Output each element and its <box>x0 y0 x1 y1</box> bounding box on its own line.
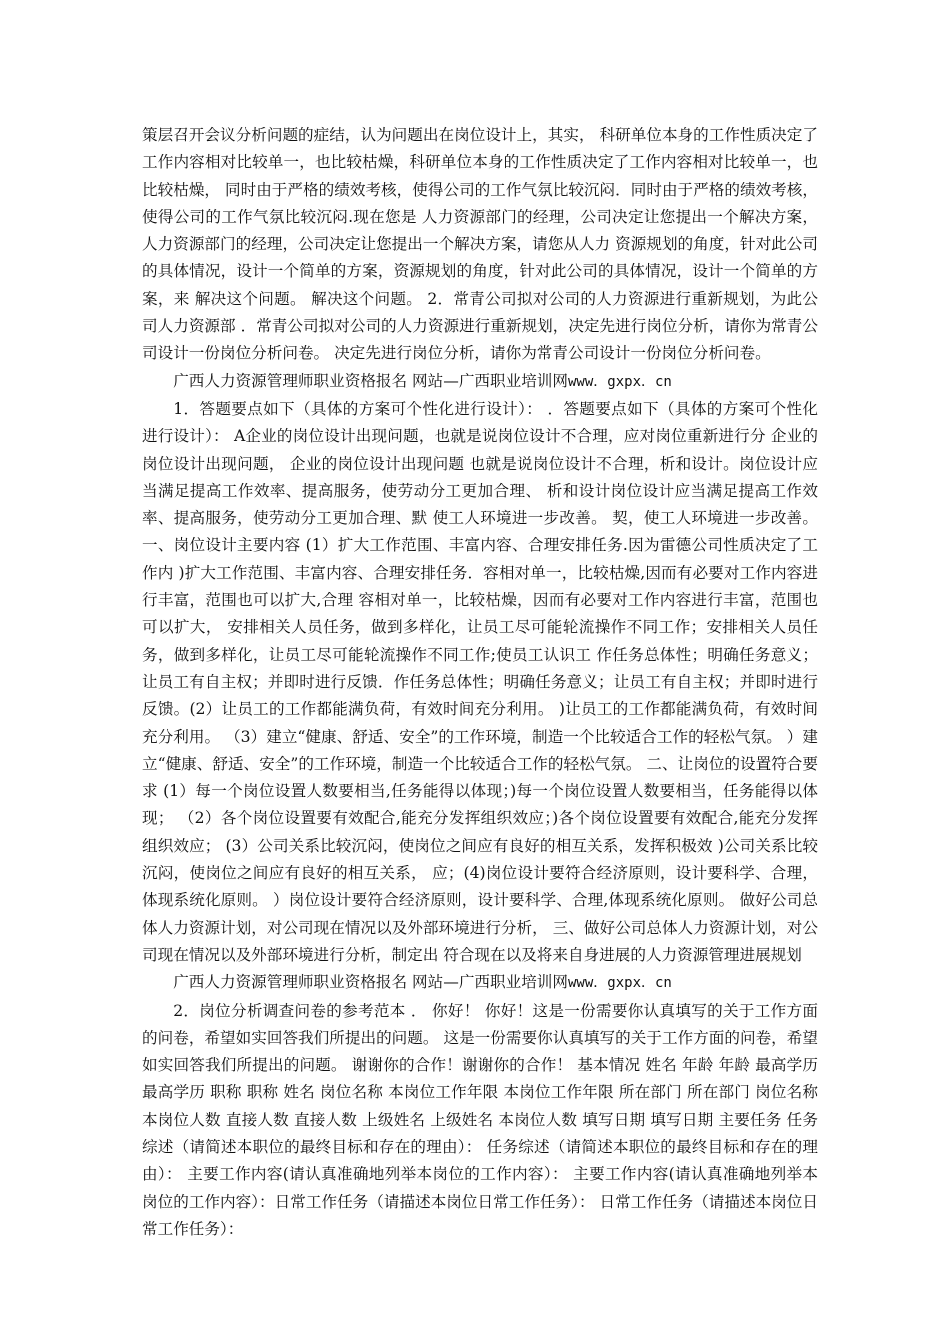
source-text: 广西人力资源管理师职业资格报名 网站—广西职业培训网 <box>173 371 568 390</box>
paragraph-answer-1: 1．答题要点如下（具体的方案可个性化进行设计）： ．答题要点如下（具体的方案可个性化进行设计）： A企业的岗位设计出现问题，也就是说岗位设计不合理，应对岗位重新进行分 企业的岗位设计出现问题， 企业的岗位设计出现问题 也就是说岗位设计不合理，析和设计。岗位设计应当满足提高工作效率、提高服务，使劳动分工更加合理、 析和设计岗位设计应当满足提高工作效率、提高服务，使劳动分工更加合理、默 使工人环境进一步改善。 契，使工人环境进一步改善。 一、岗位设计主要内容 (1）扩大工作范围、丰富内容、合理安排任务.因为雷德公司性质决定了工作内 )扩大工作范围、丰富内容、合理安排任务．容相对单一，比较枯燥,因而有必要对工作内容进行丰富，范围也可以扩大,合理 容相对单一，比较枯燥，因而有必要对工作内容进行丰富，范围也可以扩大， 安排相关人员任务，做到多样化，让员工尽可能轮流操作不同工作；安排相关人员任务，做到多样化，让员工尽可能轮流操作不同工作;使员工认识工 作任务总体性；明确任务意义；让员工有自主权；并即时进行反馈．作任务总体性；明确任务意义；让员工有自主权；并即时进行反馈。(2）让员工的工作都能满负荷，有效时间充分利用。 )让员工的工作都能满负荷，有效时间充分利用。 （3）建立“健康、舒适、安全”的工作环境，制造一个比较适合工作的轻松气氛。 ）建立“健康、舒适、安全”的工作环境，制造一个比较适合工作的轻松气氛。 二、让岗位的设置符合要求 (1）每一个岗位设置人数要相当,任务能得以体现；)每一个岗位设置人数要相当，任务能得以体现； （2）各个岗位设置要有效配合,能充分发挥组织效应；)各个岗位设置要有效配合,能充分发挥组织效应； (3）公司关系比较沉闷，使岗位之间应有良好的相互关系，发挥积极效 )公司关系比较沉闷，使岗位之间应有良好的相互关系， 应；(4)岗位设计要符合经济原则，设计要科学、合理，体现系统化原则。 ）岗位设计要符合经济原则，设计要科学、合理,体现系统化原则。 做好公司总体人力资源计划，对公司现在情况以及外部环境进行分析， 三、做好公司总体人力资源计划，对公司现在情况以及外部环境进行分析，制定出 符合现在以及将来自身进展的人力资源管理进展规划 <box>142 399 818 964</box>
source-text: 广西人力资源管理师职业资格报名 网站—广西职业培训网 <box>173 973 568 992</box>
source-line-2 <box>142 969 818 997</box>
source-url: www．gxpx．cn <box>568 373 672 390</box>
paragraph-case-continuation: 策层召开会议分析问题的症结，认为问题出在岗位设计上，其实， 科研单位本身的工作性质决定了工作内容相对比较单一，也比较枯燥，科研单位本身的工作性质决定了工作内容相对比较单一，也比较枯燥， 同时由于严格的绩效考核，使得公司的工作气氛比较沉闷．同时由于严格的绩效考核，使得公司的工作气氛比较沉闷.现在您是 人力资源部门的经理，公司决定让您提出一个解决方案，人力资源部门的经理，公司决定让您提出一个解决方案，请您从人力 资源规划的角度，针对此公司的具体情况，设计一个简单的方案，资源规划的角度，针对此公司的具体情况，设计一个简单的方案，来 解决这个问题。 解决这个问题。 2．常青公司拟对公司的人力资源进行重新规划，为此公司人力资源部 ．常青公司拟对公司的人力资源进行重新规划，决定先进行岗位分析，请你为常青公司设计一份岗位分析问卷。 决定先进行岗位分析，请你为常青公司设计一份岗位分析问卷。 <box>142 126 818 363</box>
paragraph-answer-2: 2．岗位分析调查问卷的参考范本 ． 你好！ 你好！这是一份需要你认真填写的关于工作方面的问卷，希望如实回答我们所提出的问题。 这是一份需要你认真填写的关于工作方面的问卷，希望如实回答我们所提出的问题。 谢谢你的合作！谢谢你的合作！ 基本情况 姓名 年龄 年龄 最高学历 最高学历 职称 职称 姓名 岗位名称 本岗位工作年限 本岗位工作年限 所在部门 所在部门 岗位名称 本岗位人数 直接人数 直接人数 上级姓名 上级姓名 本岗位人数 填写日期 填写日期 主要任务 任务综述（请简述本职位的最终目标和存在的理由）： 任务综述（请简述本职位的最终目标和存在的理由）： 主要工作内容(请认真准确地列举本岗位的工作内容）： 主要工作内容(请认真准确地列举本岗位的工作内容）：日常工作任务（请描述本岗位日常工作任务）： 日常工作任务（请描述本岗位日常工作任务）： <box>142 1001 818 1238</box>
source-url: www．gxpx．cn <box>568 975 672 992</box>
source-line-1 <box>142 368 818 396</box>
document-body <box>142 122 818 1243</box>
